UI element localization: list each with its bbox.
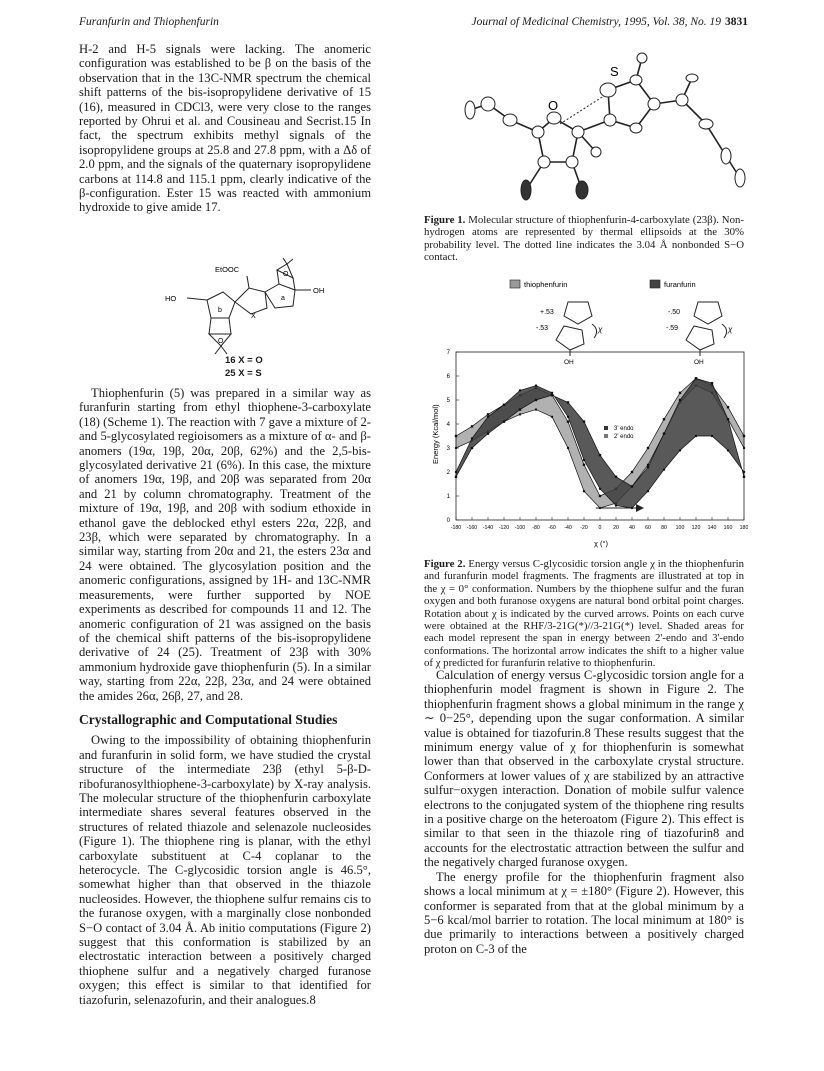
y-tick-label: 7 [446,350,450,356]
charge-furan-oxygen-1: -.50 [668,309,681,316]
point-furanfurin [471,437,473,439]
chi-label-thio: χ [598,325,603,334]
x-tick-label: -60 [548,525,556,531]
right-column-main [424,668,744,956]
point-furanfurin [583,420,585,422]
point-furanfurin [711,382,713,384]
rotation-arrow-thio [592,324,597,338]
ring-label-a: a [281,295,285,302]
point-furanfurin [583,459,585,461]
inset-marker-2endo [604,434,608,438]
point-thiophenfurin [743,435,745,437]
charge-thio-oxygen: -.53 [536,325,549,332]
x-tick-label: 120 [691,525,701,531]
y-tick-label: 5 [446,398,450,404]
point-furanfurin [743,476,745,478]
point-furanfurin [567,401,569,403]
point-thiophenfurin [599,495,601,497]
charge-furan-oxygen-2: -.59 [666,325,679,332]
x-tick-label: 140 [707,525,717,531]
heteroatom-x: X [251,313,256,320]
point-furanfurin [647,490,649,492]
figure-1-label: Figure 1. [424,214,466,226]
paragraph-crystallographic: Owing to the impossibility of obtaining thiophenfurin and furanfurin in solid form, we have studied the crystal structure of the intermediate 23β (ethyl 5-β-D-ribofuranosylthiophene-3-carboxylate) by X-ray analysis. The molecular structure of the thiophenfurin carboxylate intermediate shares several features observed in the structures of related thiazole and selenazole nucleosides (Figure 1). The thiophene ring is planar, with the ethyl carboxylate substituent at C-4 coplanar to the heterocycle. The C-glycosidic torsion angle is 46.5°, somewhat higher than that observed in the thiazole nucleosides. However, the thiophene sulfur remains cis to the furanose oxygen, with a marginally close nonbonded S−O contact of 3.04 Å. Ab initio computations (Figure 2) suggest that this conformation is stabilized by an electrostatic interaction between a positively charged thiophene sulfur and a negatively charged furanose oxygen; this effect is similar to that identified for tiazofurin, selenazofurin, and their analogues.8 [79,733,371,1007]
furanose-ring-left [207,292,235,318]
y-tick-label: 3 [446,446,450,452]
point-furanfurin [599,454,601,456]
hydroxyl-label-left: HO [165,294,177,303]
point-furanfurin [695,435,697,437]
point-thiophenfurin [455,435,457,437]
journal-citation: Journal of Medicinal Chemistry, 1995, Vol. 38, No. 19 [471,16,721,28]
point-furanfurin [487,432,489,434]
point-furanfurin [711,435,713,437]
x-tick-label: -160 [466,525,478,531]
x-axis-label: χ (°) [594,539,609,548]
figure-1-caption-text: Molecular structure of thiophenfurin-4-carboxylate (23β). Non-hydrogen atoms are represented by thermal ellipsoids at the 30% probability level. The dotted line indicates the 3.04 Å nonbonded S−O contact. [424,214,745,264]
legend-swatch-furanfurin [650,280,660,288]
compound-16-label: 16 X = O [225,355,263,366]
point-thiophenfurin [471,425,473,427]
x-tick-label: -40 [564,525,572,531]
charge-thio-sulfur: +.53 [540,309,554,316]
hydroxyl-label-right: OH [313,286,325,295]
x-tick-label: 0 [598,525,602,531]
atom-furanose-oxygen [547,112,561,124]
x-tick-label: -120 [498,525,510,531]
atom-sulfur [600,83,616,97]
point-furanfurin [535,399,537,401]
point-furanfurin [679,449,681,451]
point-furanfurin [487,416,489,418]
y-axis-label: Energy (Kcal/mol) [431,404,440,464]
x-tick-label: -80 [532,525,540,531]
point-furanfurin [455,471,457,473]
oxygen-label: O [548,98,559,113]
ring-oxygen-2: O [283,271,289,278]
figure-2-caption [424,558,744,670]
figure-2-caption-text: Energy versus C-glycosidic torsion angle χ in the thiophenfurin and furanfurin model fragments. The fragments are illustrated at top in the χ = 0° conformation. Numbers by the thiophene sulfur and the furan oxygen and both furanose oxygens are natural bond orbital point charges. Rotation about χ is indicated by the curved arrows. Points on each curve were obtained at the RHF/3-21G(*)//3-21G(*) level. Shaded areas for each model represent the span in energy between 2'-endo and 3'-endo conformations. The horizontal arrow indicates the shift to a higher value of χ predicted for furanfurin relative to thiophenfurin. [424,558,744,670]
point-thiophenfurin [487,413,489,415]
x-tick-label: -100 [514,525,526,531]
ring-oxygen-1: O [218,338,224,345]
figure-2-label: Figure 2. [424,558,466,570]
ring-label-b: b [218,307,222,314]
point-thiophenfurin [583,464,585,466]
point-thiophenfurin [519,413,521,415]
x-tick-label: 80 [661,525,667,531]
shift-arrow-head [636,504,644,512]
point-furanfurin [455,476,457,478]
x-tick-label: 100 [675,525,685,531]
point-thiophenfurin [567,420,569,422]
point-thiophenfurin [679,392,681,394]
oh-label-furan: OH [694,359,704,366]
legend-furanfurin: furanfurin [664,280,696,289]
point-furanfurin [503,420,505,422]
point-furanfurin [727,449,729,451]
paragraph-energy-profile: The energy profile for the thiophenfurin fragment also shows a local minimum at χ = ±180° (Figure 2). However, this conformer is separated from that at the global minimum by a 5−6 kcal/mol barrier to rotation. The local minimum at 180° is due primarily to interactions between a positively charged proton on C-3 of the [424,869,744,956]
point-thiophenfurin [727,406,729,408]
point-furanfurin [615,476,617,478]
section-heading: Crystallographic and Computational Studies [79,711,338,727]
paragraph-anomeric: H-2 and H-5 signals were lacking. The anomeric configuration was established to be β on the basis of the observation that in the 13C-NMR spectrum the chemical shift patterns of the bis-isopropylidene derivative of 15 (16), measured in CDCl3, were very close to the ranges reported by Ohrui et al. and Cousineau and Secrist.15 In fact, the spectrum exhibits methyl signals of the isopropylidene groups at 25.8 and 27.8 ppm, with a Δδ of 2.0 ppm, and the signals of the quaternary isopropylidene carbons at 114.8 and 115.1 ppm, clearly indicative of the β-configuration. Ester 15 was reacted with ammonium hydroxide to give amide 17. [79,42,371,215]
scheme-structure [165,258,355,368]
y-tick-label: 1 [446,494,450,500]
point-furanfurin [519,408,521,410]
point-furanfurin [695,377,697,379]
point-furanfurin [663,432,665,434]
point-thiophenfurin [647,447,649,449]
point-furanfurin [679,399,681,401]
sulfur-label: S [610,64,619,79]
s-o-contact-dotted [560,92,610,124]
y-tick-label: 6 [446,374,450,380]
furan-fragment-ring [694,302,722,324]
point-furanfurin [743,471,745,473]
x-tick-label: -180 [450,525,462,531]
thio-furanose-fragment [556,326,584,350]
point-furanfurin [535,384,537,386]
point-furanfurin [727,418,729,420]
scheme-compound-labels [225,354,263,380]
left-column-top [79,42,371,215]
point-furanfurin [663,468,665,470]
point-furanfurin [551,392,553,394]
compound-25-label: 25 X = S [225,368,262,379]
running-header-journal [472,16,748,28]
point-thiophenfurin [551,416,553,418]
point-thiophenfurin [567,447,569,449]
legend-swatch-thiophenfurin [510,280,520,288]
point-furanfurin [615,504,617,506]
figure-1-molecular-structure [430,40,750,212]
inset-marker-3endo [604,426,608,430]
left-column-main [79,386,371,1007]
point-furanfurin [647,466,649,468]
paragraph-thiophenfurin-synthesis: Thiophenfurin (5) was prepared in a similar way as furanfurin starting from ethyl thiophene-3-carboxylate (18) (Scheme 1). The reaction with 7 gave a mixture of 2- and 5-glycosylated regioisomers as a mixture of α- and β-anomers (19α, 19β, 20α, 20β, 62%) and the 2,5-bis-glycosylated derivative 21 (6%). In this case, the mixture of anomers 19α, 19β, and 20β was separated from 20α and 21 by column chromatography. Treatment of the mixture of 19α, 19β, and 20β with sodium ethoxide in ethanol gave the deblocked ethyl esters 22α, 22β, and 23β, which were separated by chromatography. In a similar way, starting from 20α and 21, the esters 23α and 24 were obtained. The glycosylation position and the anomeric configurations, assigned by 1H- and 13C-NMR measurements, were further supported by NOE experiments as described for compounds 11 and 12. The anomeric configuration of 21 was assigned on the basis of the chemical shift patterns of the bis-isopropylidene derivative of 24 (25). Treatment of 23β with 30% ammonium hydroxide gave thiophenfurin (5). In a similar way, starting from 22α, 22β, 23α, and 24 were obtained the amides 26α, 26β, 27, and 28. [79,386,371,703]
paragraph-energy-calculation: Calculation of energy versus C-glycosidic torsion angle for a thiophenfurin model fragment is shown in Figure 2. The thiophenfurin fragment shows a global minimum in the range χ ∼ 0−25°, depending upon the sugar conformation. A similar value is obtained for tiazofurin.8 These results suggest that the minimum energy value of χ for thiophenfurin is somewhat lower than that observed in the carboxylate crystal structure. Conformers at lower values of χ are stabilized by an attractive sulfur−oxygen interaction. Donation of mobile sulfur valence electrons to the conjugated system of the thiophene ring results in a positive charge on the heteroatom (Figure 2). This effect is similar to that seen in the thiazole ring of tiazofurin8 and accounts for the electrostatic attraction between the sulfur and the negatively charged furanose oxygen. [424,668,744,870]
x-tick-label: -140 [482,525,494,531]
point-thiophenfurin [743,447,745,449]
legend-thiophenfurin: thiophenfurin [524,280,568,289]
point-thiophenfurin [663,418,665,420]
oh-label-thio: OH [564,359,574,366]
series-areas [455,377,745,509]
point-thiophenfurin [455,447,457,449]
point-thiophenfurin [583,490,585,492]
x-tick-label: -20 [580,525,588,531]
y-tick-label: 2 [446,470,450,476]
x-tick-label: 180 [739,525,748,531]
page-number: 3831 [725,16,748,28]
x-tick-label: 20 [613,525,619,531]
point-furanfurin [503,404,505,406]
ester-label: EtOOC [215,265,240,274]
x-tick-label: 160 [723,525,733,531]
point-furanfurin [551,394,553,396]
furan-furanose-fragment [686,326,714,350]
inset-2endo: 2' endo [614,434,634,440]
thiophene-fragment-ring [564,302,592,324]
chi-label-furan: χ [728,325,733,334]
inset-3endo: 3' endo [614,426,634,432]
rotation-arrow-furan [722,324,727,338]
point-thiophenfurin [631,471,633,473]
point-furanfurin [599,488,601,490]
x-tick-label: 40 [629,525,635,531]
figure-1-caption [424,214,744,264]
point-furanfurin [519,389,521,391]
energy-plot [431,350,748,548]
y-tick-label: 4 [446,422,450,428]
x-tick-label: 60 [645,525,651,531]
point-furanfurin [471,447,473,449]
running-header-title: Furanfurin and Thiophenfurin [79,16,219,28]
point-thiophenfurin [535,408,537,410]
figure-2 [424,268,748,558]
point-furanfurin [631,485,633,487]
x-ticks [451,517,748,531]
point-furanfurin [567,416,569,418]
y-tick-label: 0 [446,518,450,524]
